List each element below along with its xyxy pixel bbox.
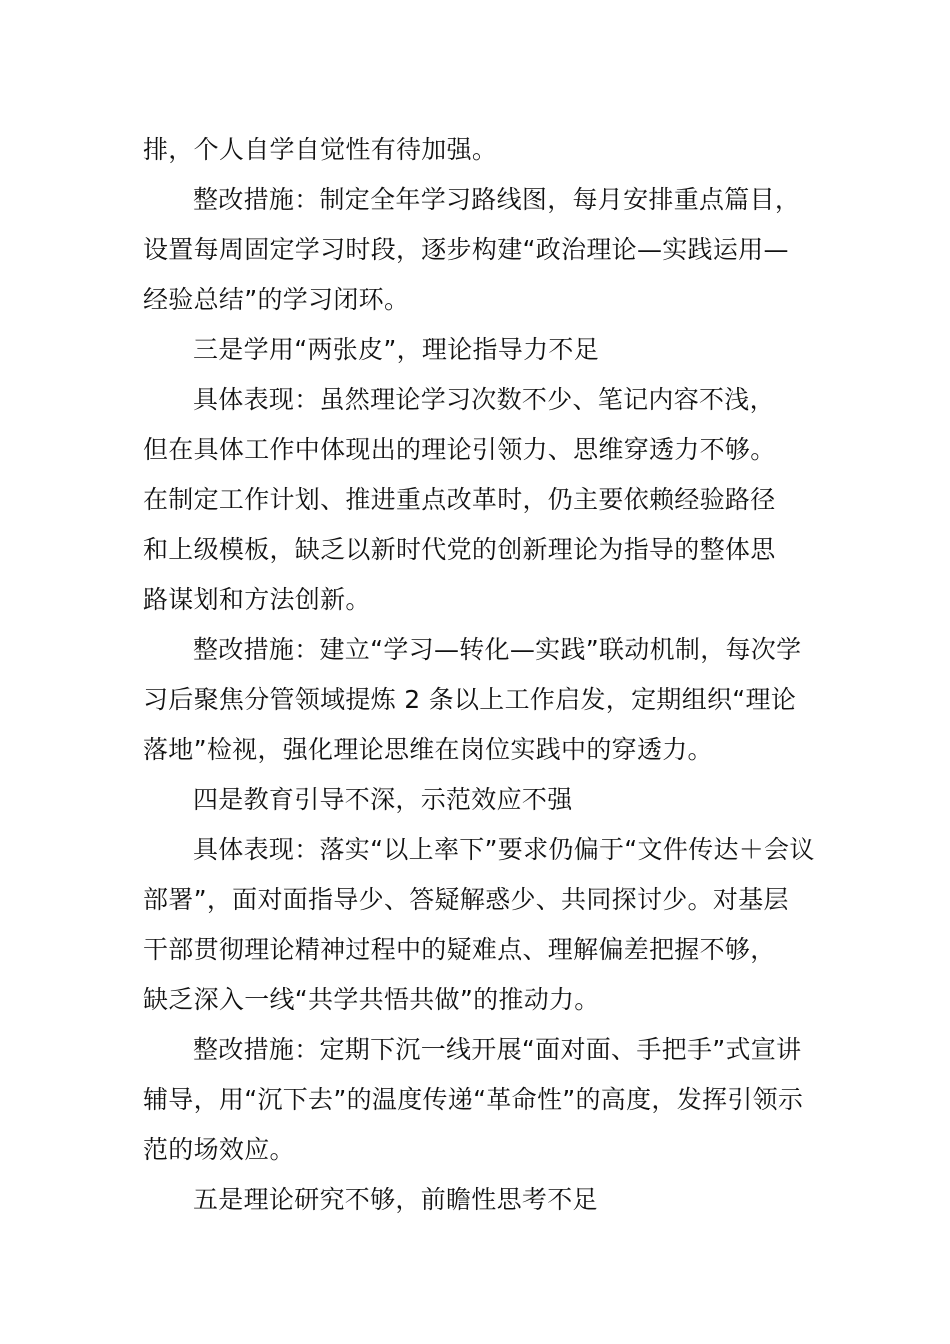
text-line-19: 整改措施：定期下沉一线开展“面对面、手把手”式宣讲 xyxy=(193,1035,802,1064)
section-heading-5: 五是理论研究不够，前瞻性思考不足 xyxy=(193,1185,598,1214)
text-line-4: 经验总结”的学习闭环。 xyxy=(143,285,410,314)
text-line-20: 辅导，用“沉下去”的温度传递“革命性”的高度，发挥引领示 xyxy=(143,1085,804,1114)
text-line-3: 设置每周固定学习时段，逐步构建“政治理论—实践运用— xyxy=(143,235,789,264)
text-line-9: 和上级模板，缺乏以新时代党的创新理论为指导的整体思 xyxy=(143,535,776,564)
text-line-1: 排，个人自学自觉性有待加强。 xyxy=(143,135,498,164)
text-line-12: 习后聚焦分管领域提炼 2 条以上工作启发，定期组织“理论 xyxy=(143,685,797,714)
text-line-15: 具体表现：落实“以上率下”要求仍偏于“文件传达＋会议 xyxy=(193,835,815,864)
text-line-7: 但在具体工作中体现出的理论引领力、思维穿透力不够。 xyxy=(143,435,776,464)
text-line-6: 具体表现：虽然理论学习次数不少、笔记内容不浅， xyxy=(193,385,775,414)
text-line-8: 在制定工作计划、推进重点改革时，仍主要依赖经验路径 xyxy=(143,485,776,514)
text-line-18: 缺乏深入一线“共学共悟共做”的推动力。 xyxy=(143,985,600,1014)
section-heading-4: 四是教育引导不深，示范效应不强 xyxy=(193,785,573,814)
text-line-2: 整改措施：制定全年学习路线图，每月安排重点篇目， xyxy=(193,185,801,214)
section-heading-3: 三是学用“两张皮”，理论指导力不足 xyxy=(193,335,600,364)
text-line-21: 范的场效应。 xyxy=(143,1135,295,1164)
text-line-13: 落地”检视，强化理论思维在岗位实践中的穿透力。 xyxy=(143,735,713,764)
text-line-16: 部署”，面对面指导少、答疑解惑少、共同探讨少。对基层 xyxy=(143,885,789,914)
text-line-11: 整改措施：建立“学习—转化—实践”联动机制，每次学 xyxy=(193,635,802,664)
text-line-10: 路谋划和方法创新。 xyxy=(143,585,371,614)
text-line-17: 干部贯彻理论精神过程中的疑难点、理解偏差把握不够， xyxy=(143,935,776,964)
